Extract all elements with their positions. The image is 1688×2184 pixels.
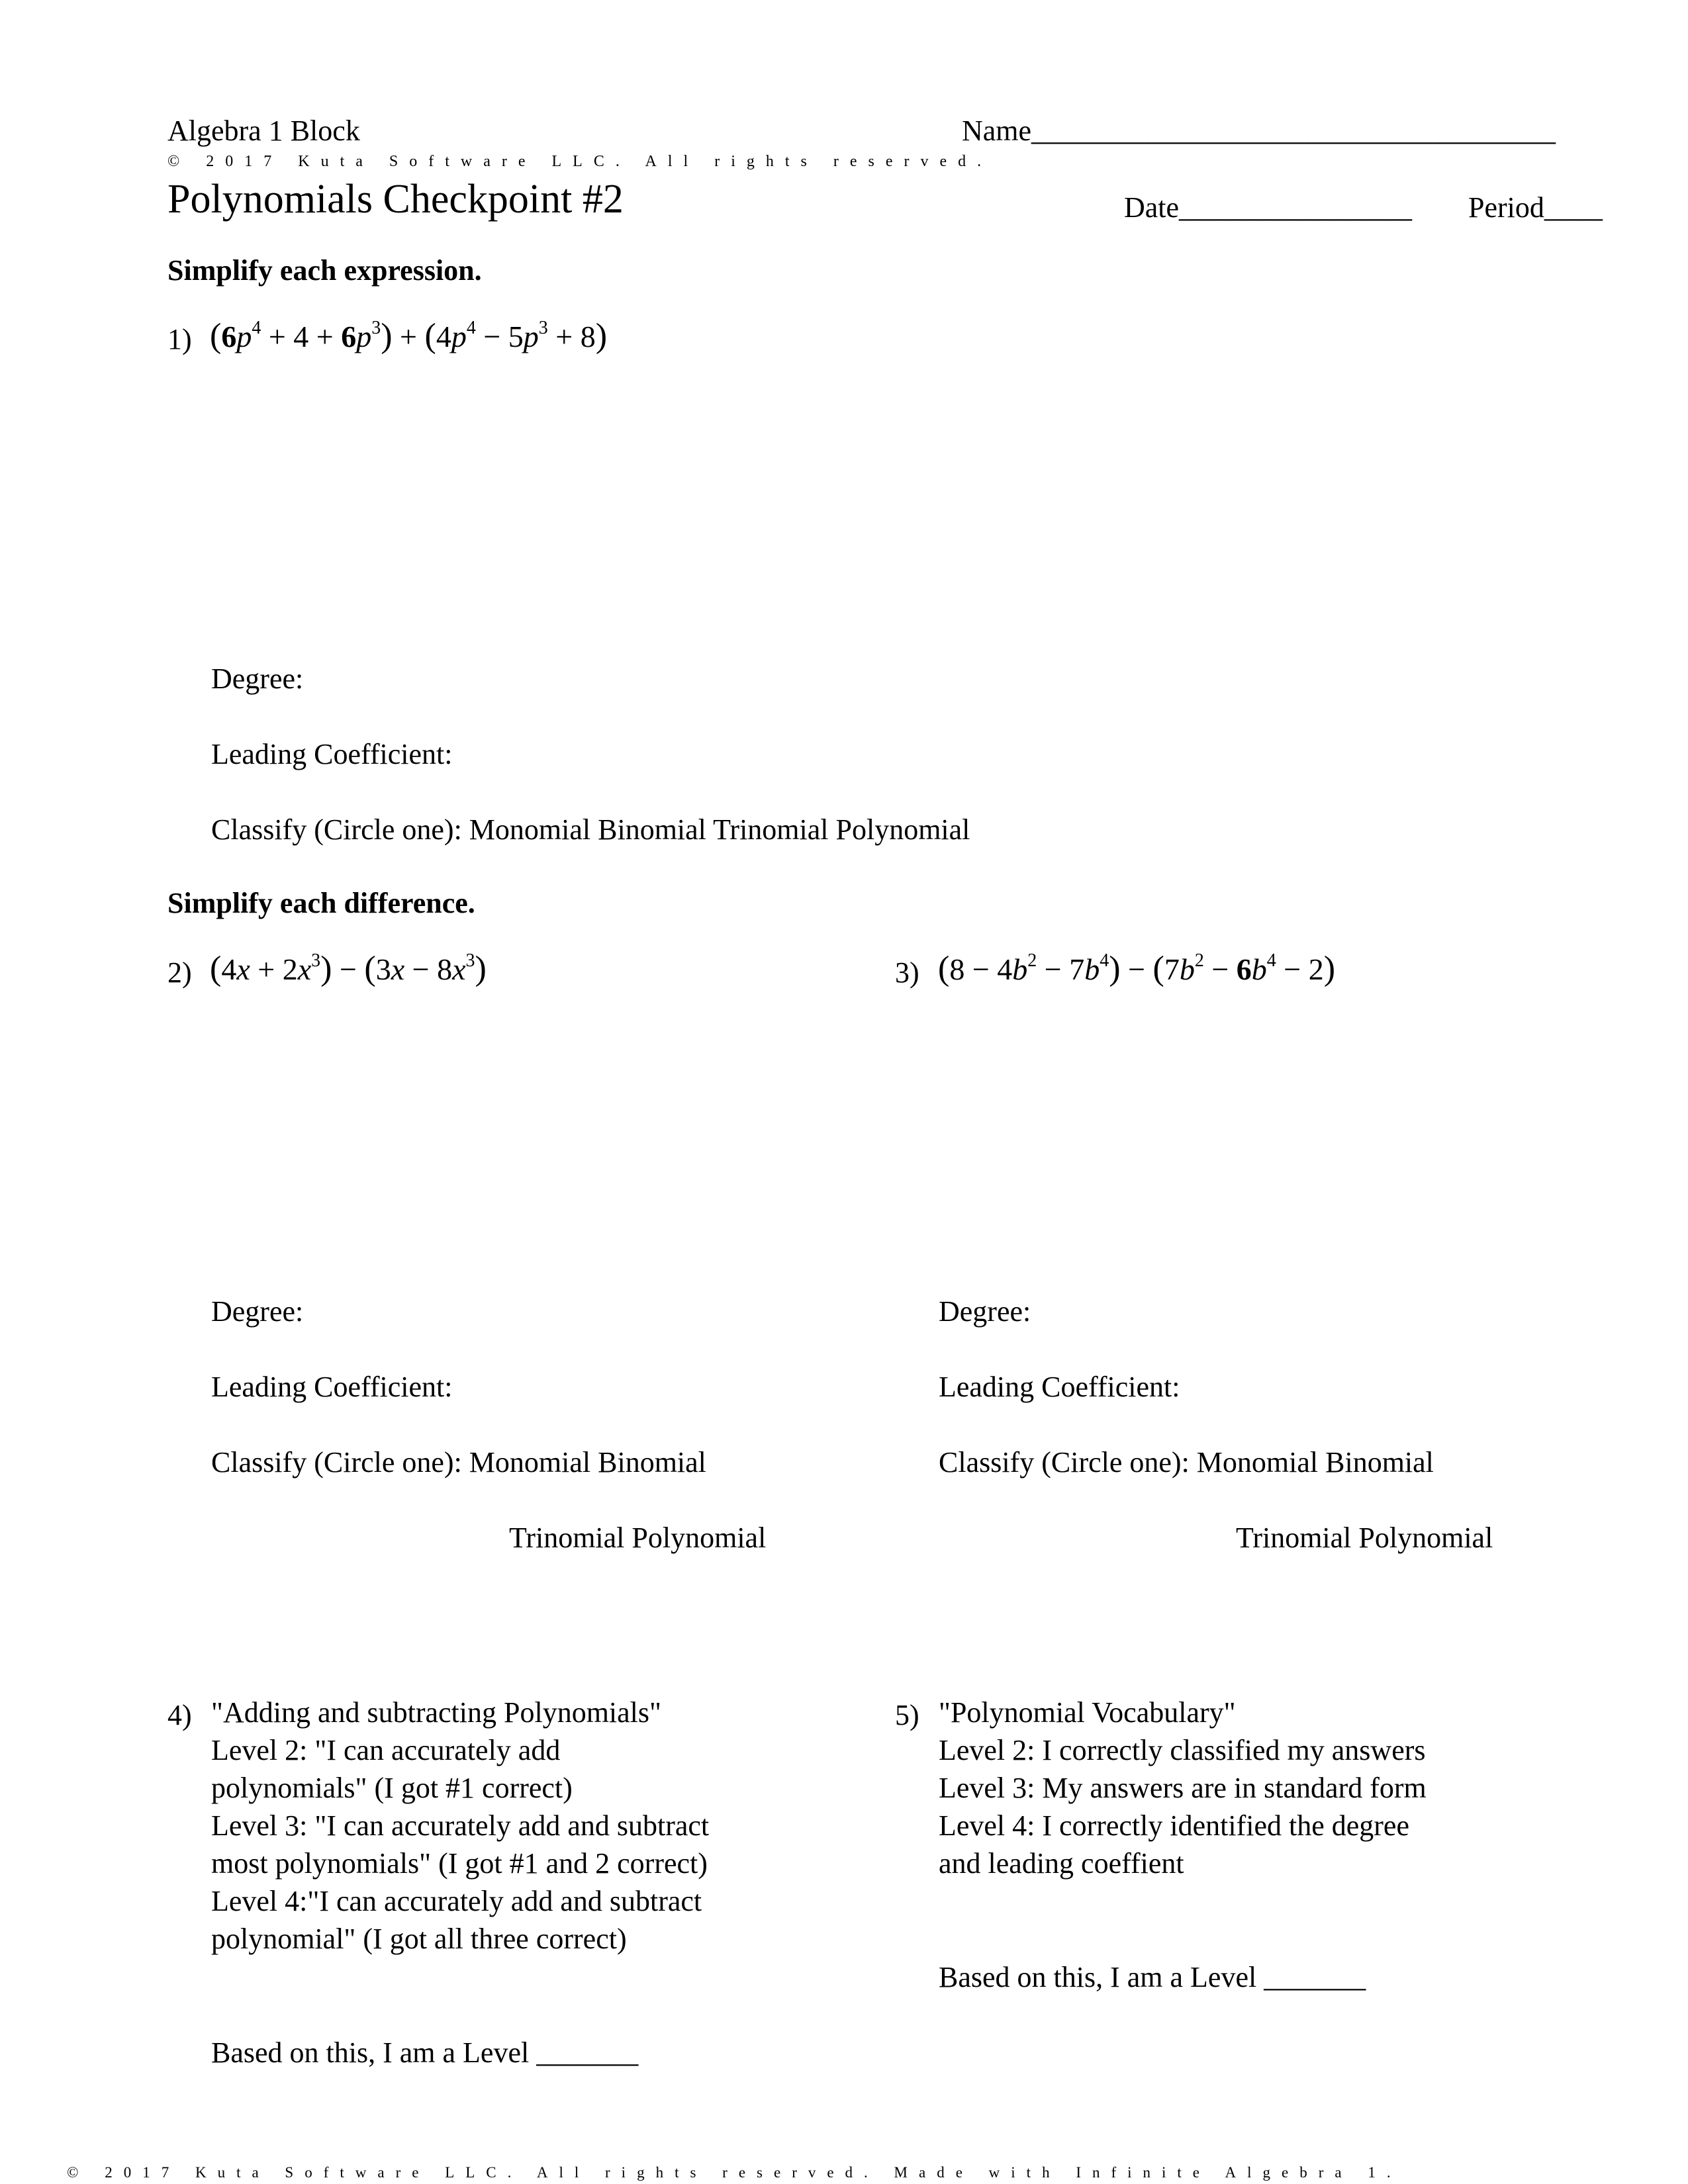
- rubric-4-line: "Adding and subtracting Polynomials": [211, 1696, 661, 1729]
- rubric-5-line: Level 3: My answers are in standard form: [939, 1772, 1427, 1804]
- rubric-4-line: most polynomials" (I got #1 and 2 correct): [211, 1847, 708, 1880]
- problem-2-number: 2): [167, 956, 192, 989]
- rubric-5-line: Level 2: I correctly classified my answers: [939, 1734, 1426, 1766]
- date-field[interactable]: Date________________: [1124, 191, 1413, 224]
- page-title: Polynomials Checkpoint #2: [167, 177, 624, 222]
- section-instruction-simplify-difference: Simplify each difference.: [167, 887, 475, 919]
- section-instruction-simplify-expression: Simplify each expression.: [167, 254, 482, 287]
- problem-3-leading-coefficient: Leading Coefficient:: [939, 1371, 1180, 1403]
- problem-1-number: 1): [167, 323, 192, 355]
- header-copyright: © 2017 Kuta Software LLC. All rights reserved.: [167, 153, 993, 170]
- problem-3-number: 3): [895, 956, 919, 989]
- problem-2-leading-coefficient: Leading Coefficient:: [211, 1371, 453, 1403]
- rubric-5-text: [939, 1694, 1427, 1882]
- problem-1-classify[interactable]: Classify (Circle one): Monomial Binomial Trinomial Polynomial: [211, 813, 970, 846]
- problem-2-classify[interactable]: Classify (Circle one): Monomial Binomial: [211, 1446, 706, 1479]
- problem-3-classify-continued[interactable]: Trinomial Polynomial: [1236, 1522, 1493, 1554]
- problem-1-leading-coefficient: Leading Coefficient:: [211, 738, 453, 770]
- rubric-4-line: polynomial" (I got all three correct): [211, 1923, 627, 1955]
- rubric-5-line: Level 4: I correctly identified the degree: [939, 1809, 1409, 1842]
- rubric-4-text: [211, 1694, 709, 1958]
- rubric-4-line: Level 3: "I can accurately add and subtract: [211, 1809, 710, 1842]
- problem-3-expression: $(8 - 4b^2 - 7b^4) - (7b^2 - 6b^4 - 2)$: [938, 950, 1336, 987]
- problem-2-expression: $(4x + 2x^3) - (3x - 8x^3)$: [210, 950, 487, 987]
- rubric-5-level-blank[interactable]: Based on this, I am a Level _______: [939, 1961, 1366, 1993]
- problem-1-degree: Degree:: [211, 662, 304, 695]
- problem-2-degree: Degree:: [211, 1295, 304, 1328]
- rubric-5-number: 5): [895, 1699, 919, 1731]
- problem-3-classify[interactable]: Classify (Circle one): Monomial Binomial: [939, 1446, 1434, 1479]
- footer-copyright: © 2017 Kuta Software LLC. All rights reserved. Made with Infinite Algebra 1.: [67, 2164, 1402, 2181]
- problem-1-expression: $(6p^4 + 4 + 6p^3) + (4p^4 - 5p^3 + 8)$: [210, 317, 608, 355]
- rubric-4-line: polynomials" (I got #1 correct): [211, 1772, 573, 1804]
- rubric-4-line: Level 2: "I can accurately add: [211, 1734, 561, 1766]
- rubric-5-line: "Polynomial Vocabulary": [939, 1696, 1236, 1729]
- rubric-4-level-blank[interactable]: Based on this, I am a Level _______: [211, 2036, 639, 2069]
- problem-3-degree: Degree:: [939, 1295, 1031, 1328]
- rubric-4-line: Level 4:"I can accurately add and subtract: [211, 1885, 702, 1917]
- name-field[interactable]: Name____________________________________: [962, 114, 1556, 147]
- course-label: Algebra 1 Block: [167, 114, 360, 147]
- period-field[interactable]: Period____: [1468, 191, 1603, 224]
- problem-2-classify-continued[interactable]: Trinomial Polynomial: [509, 1522, 767, 1554]
- rubric-5-line: and leading coeffient: [939, 1847, 1184, 1880]
- rubric-4-number: 4): [167, 1699, 192, 1731]
